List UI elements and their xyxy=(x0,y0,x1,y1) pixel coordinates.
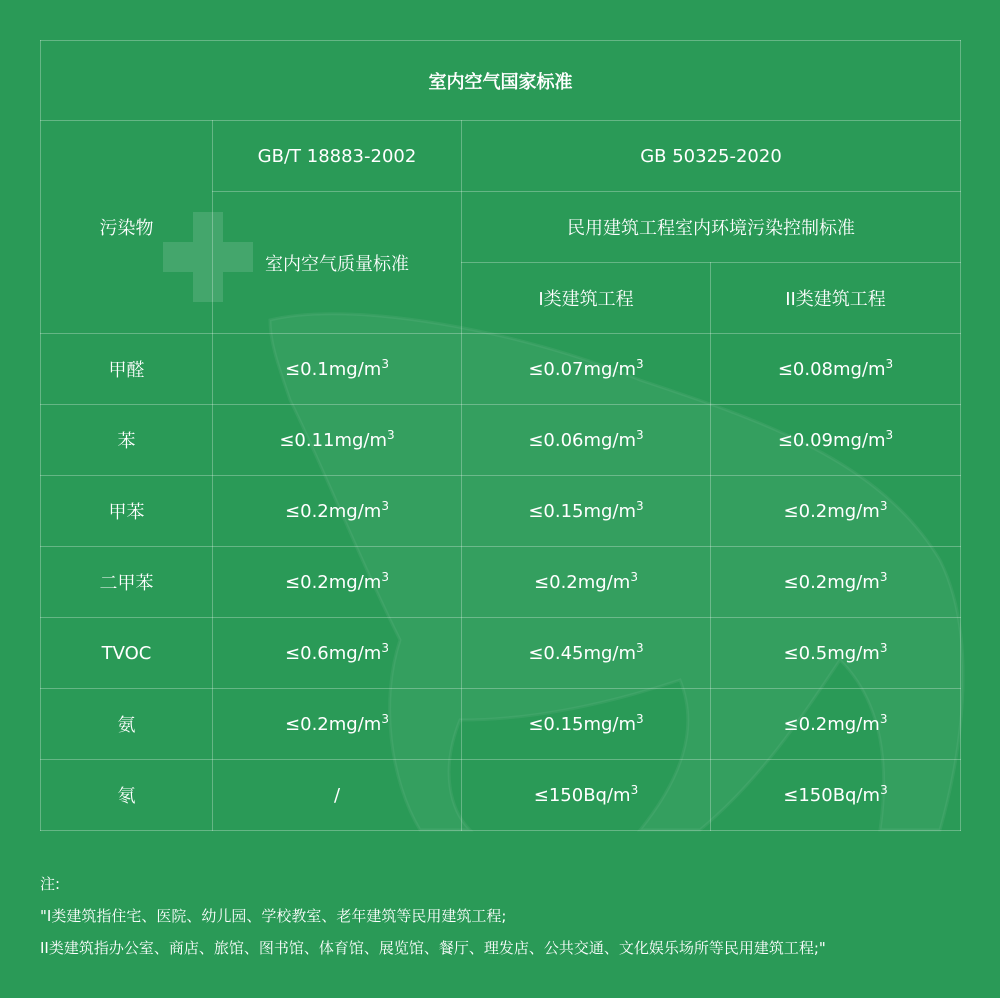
pollutant-cell: 苯 xyxy=(41,405,213,476)
unit-exponent: 3 xyxy=(879,498,888,513)
class2-value-cell: $\le 150Bq/m^3$ xyxy=(711,760,961,831)
class2-value-cell: $\le 0.2mg/m^3$ xyxy=(711,689,961,760)
unit-exponent: 3 xyxy=(879,640,888,655)
std1-value-cell: / xyxy=(213,760,462,831)
pollutant-cell: 氡 xyxy=(41,760,213,831)
table-row xyxy=(41,760,961,831)
std1-value-cell: $\le 0.1mg/m^3$ xyxy=(213,334,462,405)
pollutant-cell: 氨 xyxy=(41,689,213,760)
class1-value-cell: $\le 150Bq/m^3$ xyxy=(462,760,711,831)
unit-exponent: 3 xyxy=(387,427,395,442)
class1-value-cell: $\le 0.15mg/m^3$ xyxy=(462,689,711,760)
unit-exponent: 3 xyxy=(381,569,389,584)
std1-value-cell: $\le 0.2mg/m^3$ xyxy=(213,476,462,547)
class1-value-cell: $\le 0.2mg/m^3$ xyxy=(462,547,711,618)
unit-exponent: 3 xyxy=(885,356,894,371)
notes-line-2: II类建筑指办公室、商店、旅馆、图书馆、体育馆、展览馆、餐厅、理发店、公共交通、文化娱乐场所等民用建筑工程;" xyxy=(40,939,826,957)
unit-exponent: 3 xyxy=(880,782,888,797)
unit-exponent: 3 xyxy=(879,569,888,584)
class2-header: II类建筑工程 xyxy=(711,263,961,334)
page-title: 室内空气国家标准 xyxy=(41,41,961,121)
std1-value-cell: $\le 0.6mg/m^3$ xyxy=(213,618,462,689)
table-row xyxy=(41,547,961,618)
unit-exponent: 3 xyxy=(885,427,894,442)
std1-value-cell: $\le 0.2mg/m^3$ xyxy=(213,547,462,618)
unit-exponent: 3 xyxy=(636,427,644,442)
table-row xyxy=(41,689,961,760)
unit-exponent: 3 xyxy=(636,640,644,655)
unit-exponent: 3 xyxy=(630,569,638,584)
std2-name-header: 民用建筑工程室内环境污染控制标准 xyxy=(462,192,961,263)
std2-code-header: GB 50325-2020 xyxy=(462,121,961,192)
unit-exponent: 3 xyxy=(636,356,644,371)
class1-value-cell: $\le 0.06mg/m^3$ xyxy=(462,405,711,476)
pollutant-header: 污染物 xyxy=(41,121,213,334)
unit-exponent: 3 xyxy=(381,356,389,371)
unit-exponent: 3 xyxy=(381,498,389,513)
class1-value-cell: $\le 0.45mg/m^3$ xyxy=(462,618,711,689)
pollutant-cell: 甲醛 xyxy=(41,334,213,405)
class2-value-cell: $\le 0.2mg/m^3$ xyxy=(711,547,961,618)
class2-value-cell: $\le 0.09mg/m^3$ xyxy=(711,405,961,476)
class2-value-cell: $\le 0.5mg/m^3$ xyxy=(711,618,961,689)
unit-exponent: 3 xyxy=(879,711,888,726)
unit-exponent: 3 xyxy=(636,711,644,726)
pollutant-cell: TVOC xyxy=(41,618,213,689)
class1-value-cell: $\le 0.15mg/m^3$ xyxy=(462,476,711,547)
class1-header: I类建筑工程 xyxy=(462,263,711,334)
class1-value-cell: $\le 0.07mg/m^3$ xyxy=(462,334,711,405)
class2-value-cell: $\le 0.08mg/m^3$ xyxy=(711,334,961,405)
std1-name-header: 室内空气质量标准 xyxy=(213,192,462,334)
unit-exponent: 3 xyxy=(630,782,639,797)
table-row xyxy=(41,334,961,405)
notes-line-1: "I类建筑指住宅、医院、幼儿园、学校教室、老年建筑等民用建筑工程; xyxy=(40,907,507,925)
std1-code-header: GB/T 18883-2002 xyxy=(213,121,462,192)
unit-exponent: 3 xyxy=(381,640,389,655)
pollutant-cell: 二甲苯 xyxy=(41,547,213,618)
unit-exponent: 3 xyxy=(636,498,644,513)
air-quality-standards-table xyxy=(40,40,961,831)
unit-exponent: 3 xyxy=(381,711,389,726)
std1-value-cell: $\le 0.11mg/m^3$ xyxy=(213,405,462,476)
notes xyxy=(40,868,826,964)
std1-value-cell: $\le 0.2mg/m^3$ xyxy=(213,689,462,760)
notes-label: 注: xyxy=(40,875,61,893)
table-row xyxy=(41,618,961,689)
pollutant-cell: 甲苯 xyxy=(41,476,213,547)
table-row xyxy=(41,405,961,476)
class2-value-cell: $\le 0.2mg/m^3$ xyxy=(711,476,961,547)
table-row xyxy=(41,476,961,547)
